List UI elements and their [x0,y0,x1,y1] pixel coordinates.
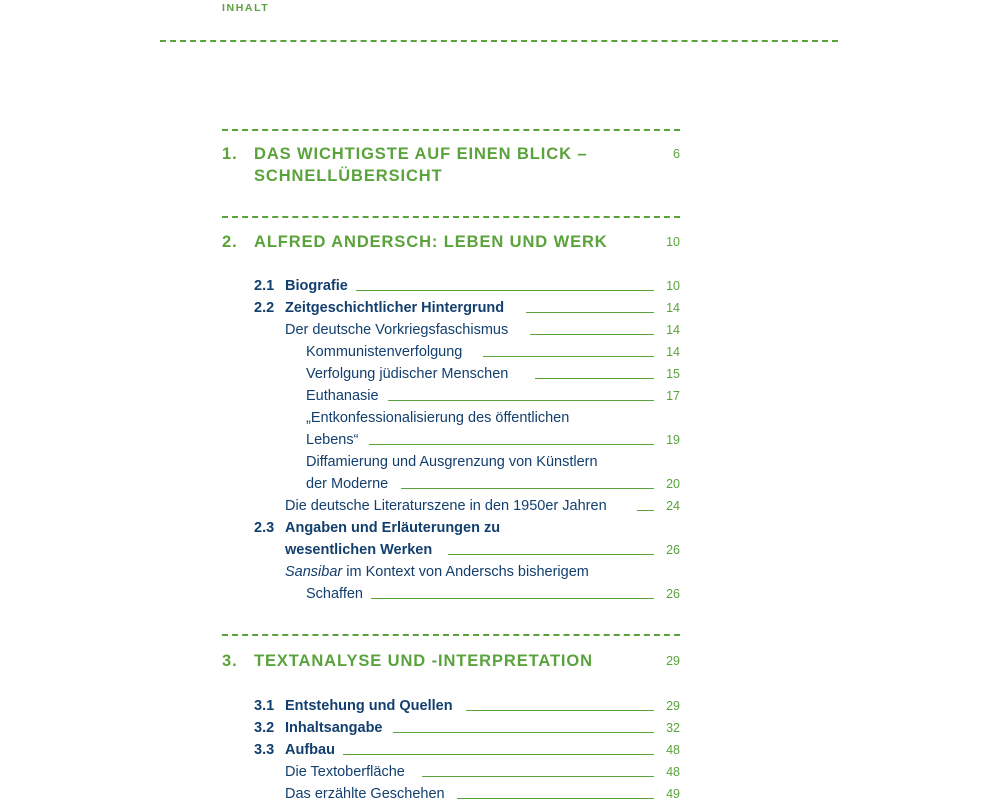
page-number: 32 [666,721,680,735]
entry-title-continued: Schaffen [306,586,363,602]
entry-title: Verfolgung jüdischer Menschen [306,366,509,382]
toc-entry[interactable] [285,561,680,605]
dot-leader [369,444,654,445]
dot-leader [371,598,654,599]
section-number: 2. [222,233,238,251]
toc-entry-3-2[interactable] [254,717,680,739]
dot-leader [530,334,654,335]
toc-entry[interactable] [285,319,680,341]
entry-title: Das erzählte Geschehen [285,786,445,800]
page-number: 10 [666,279,680,293]
entry-title: Der deutsche Vorkriegsfaschismus [285,322,509,338]
entry-title: Die deutsche Literaturszene in den 1950er Jahren [285,498,607,514]
entry-number: 2.2 [254,300,275,316]
entry-number: 3.1 [254,698,275,714]
toc-entry-2-3[interactable] [254,517,680,561]
entry-title: Kommunistenverfolgung [306,344,463,360]
entry-title: „Entkonfessionalisierung des öffentlichen [306,410,570,426]
page-number: 29 [666,699,680,713]
dot-leader [466,710,654,711]
running-header: INHALT [222,2,270,14]
entry-number: 2.3 [254,520,275,536]
dot-leader [343,754,654,755]
toc-entry-3-1[interactable] [254,695,680,717]
toc-entry-2-2[interactable] [254,297,680,319]
dot-leader [356,290,654,291]
entry-title-continued: Lebens“ [306,432,359,448]
page-number: 49 [666,787,680,800]
entry-title: Euthanasie [306,388,379,404]
dot-leader [422,776,654,777]
entry-title: Zeitgeschichtlicher Hintergrund [285,300,505,316]
section-title: ALFRED ANDERSCH: LEBEN UND WERK [254,233,608,251]
toc-section-2[interactable] [222,231,680,253]
page-number: 26 [666,543,680,557]
toc-entry[interactable] [306,407,680,451]
page-number: 6 [673,147,680,161]
section-rule [222,634,680,636]
page-number: 26 [666,587,680,601]
entry-title: Biografie [285,278,348,294]
toc-entry-3-3[interactable] [254,739,680,761]
book-title: Sansibar [285,564,343,580]
section-number: 3. [222,652,238,670]
page-number: 10 [666,235,680,249]
page-number: 20 [666,477,680,491]
page-number: 48 [666,743,680,757]
toc-entry[interactable] [306,363,680,385]
dot-leader [448,554,654,555]
toc-entry[interactable] [306,341,680,363]
page-number: 24 [666,499,680,513]
entry-title: Aufbau [285,742,335,758]
dot-leader [401,488,654,489]
dot-leader [393,732,654,733]
section-number: 1. [222,145,238,163]
toc-entry[interactable] [285,783,680,800]
page-number: 14 [666,301,680,315]
entry-title-continued: der Moderne [306,476,389,492]
dot-leader [637,510,654,511]
section-title: TEXTANALYSE UND -INTERPRETATION [254,652,593,670]
toc-entry[interactable] [285,761,680,783]
section-rule [222,216,680,218]
toc-entry[interactable] [306,451,680,495]
entry-title: Angaben und Erläuterungen zu [285,520,501,536]
page-number: 15 [666,367,680,381]
toc-entry-2-1[interactable] [254,275,680,297]
entry-number: 3.3 [254,742,275,758]
dot-leader [483,356,654,357]
page-number: 19 [666,433,680,447]
page-number: 14 [666,323,680,337]
entry-number: 2.1 [254,278,275,294]
dot-leader [457,798,654,799]
toc-entry[interactable] [306,385,680,407]
entry-number: 3.2 [254,720,275,736]
entry-title: Inhaltsangabe [285,720,383,736]
dot-leader [388,400,654,401]
entry-title: Entstehung und Quellen [285,698,453,714]
section-rule [222,129,680,131]
entry-title-continued: wesentlichen Werken [285,542,433,558]
toc-entry[interactable] [285,495,680,517]
dot-leader [526,312,654,313]
entry-title: Die Textoberfläche [285,764,405,780]
page-number: 48 [666,765,680,779]
entry-title: Diffamierung und Ausgrenzung von Künstlern [306,454,598,470]
section-title: DAS WICHTIGSTE AUF EINEN BLICK – SCHNELLÜBERSICHT [254,145,588,185]
toc-section-1[interactable] [222,143,680,187]
toc-section-3[interactable] [222,650,680,672]
dot-leader [535,378,654,379]
page-number: 29 [666,654,680,668]
page-number: 14 [666,345,680,359]
header-rule [160,40,838,42]
page-number: 17 [666,389,680,403]
entry-title: Sansibar im Kontext von Anderschs bisherigem [285,564,589,580]
